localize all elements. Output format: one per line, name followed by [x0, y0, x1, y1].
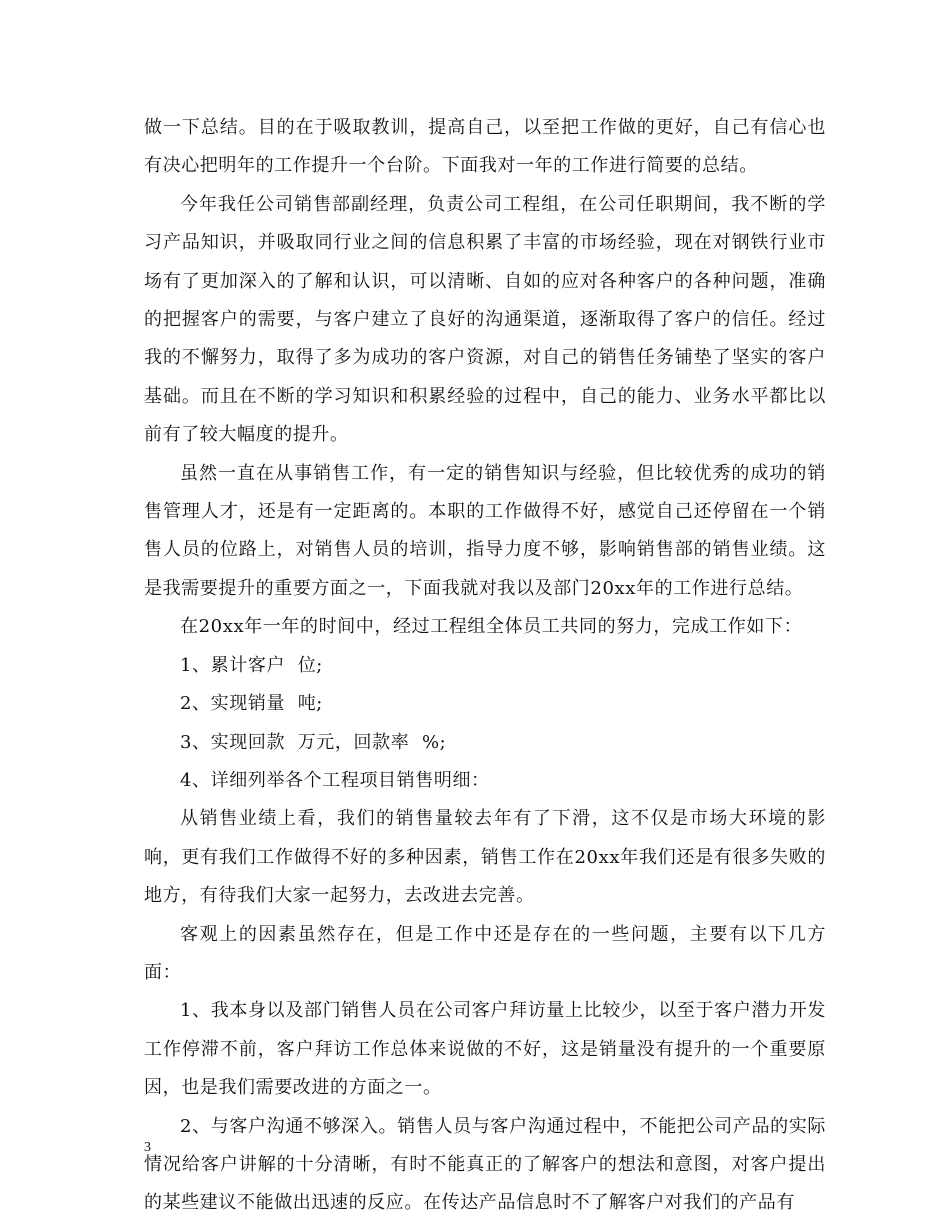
- page-number: 3: [144, 1140, 151, 1155]
- paragraph: 做一下总结。目的在于吸取教训，提高自己，以至把工作做的更好，自己有信心也有决心把明年的工作提升一个台阶。下面我对一年的工作进行简要的总结。: [144, 117, 826, 177]
- paragraph: 3、实现回款 万元，回款率 %;: [180, 731, 447, 753]
- paragraph: 客观上的因素虽然存在，但是工作中还是存在的一些问题，主要有以下几方面：: [144, 923, 826, 983]
- paragraph: 虽然一直在从事销售工作，有一定的销售知识与经验，但比较优秀的成功的销售管理人才，还是有一定距离的。本职的工作做得不好，感觉自己还停留在一个销售人员的位路上，对销售人员的培训，指导力度不够，影响销售部的销售业绩。这是我需要提升的重要方面之一，下面我就对我以及部门20xx年的工作进行总结。: [144, 462, 826, 599]
- paragraph: 1、累计客户 位;: [180, 654, 323, 676]
- paragraph: 从销售业绩上看，我们的销售量较去年有了下滑，这不仅是市场大环境的影响，更有我们工作做得不好的多种因素，销售工作在20xx年我们还是有很多失败的地方，有待我们大家一起努力，去改进去完善。: [144, 808, 826, 907]
- paragraph: 在20xx年一年的时间中，经过工程组全体员工共同的努力，完成工作如下：: [180, 616, 803, 638]
- paragraph: 2、与客户沟通不够深入。销售人员与客户沟通过程中，不能把公司产品的实际情况给客户讲解的十分清晰，有时不能真正的了解客户的想法和意图，对客户提出的某些建议不能做出迅速的反应。在传达产品信息时不了解客户对我们的产品有: [144, 1115, 826, 1214]
- paragraph: 2、实现销量 吨;: [180, 693, 323, 715]
- paragraph: 今年我任公司销售部副经理，负责公司工程组，在公司任职期间，我不断的学习产品知识，并吸取同行业之间的信息积累了丰富的市场经验，现在对钢铁行业市场有了更加深入的了解和认识，可以清晰、自如的应对各种客户的各种问题，准确的把握客户的需要，与客户建立了良好的沟通渠道，逐渐取得了客户的信任。经过我的不懈努力，取得了多为成功的客户资源，对自己的销售任务铺垫了坚实的客户基础。而且在不断的学习知识和积累经验的过程中，自己的能力、业务水平都比以前有了较大幅度的提升。: [144, 193, 826, 446]
- paragraph: 4、详细列举各个工程项目销售明细：: [180, 769, 490, 791]
- paragraph: 1、我本身以及部门销售人员在公司客户拜访量上比较少，以至于客户潜力开发工作停滞不前，客户拜访工作总体来说做的不好，这是销量没有提升的一个重要原因，也是我们需要改进的方面之一。: [144, 1000, 826, 1099]
- document-body: [144, 109, 826, 1223]
